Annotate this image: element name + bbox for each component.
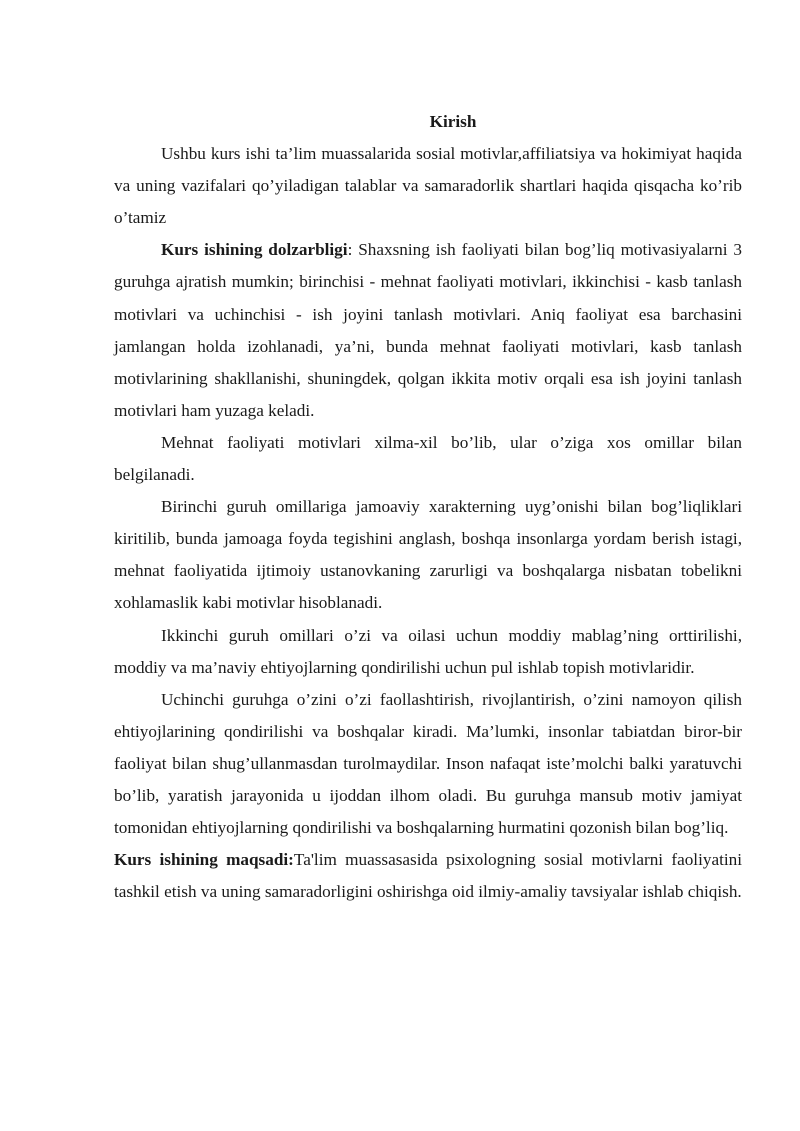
paragraph-text: Ikkinchi guruh omillari o’zi va oilasi uchun moddiy mablag’ning orttirilishi, moddiy va ma’naviy ehtiyojlarning qondirilishi uchun pul ishlab topish motivlaridir. — [114, 625, 742, 677]
paragraph-lead: Kurs ishining dolzarbligi — [161, 240, 348, 260]
paragraph-text: Mehnat faoliyati motivlari xilma-xil bo’lib, ular o’ziga xos omillar bilan belgilanadi. — [114, 432, 742, 485]
paragraph-third-group — [114, 684, 742, 844]
paragraph-motives — [114, 427, 742, 491]
paragraph-text: : Shaxsning ish faoliyati bilan bog’liq motivasiyalarni 3 guruhga ajratish mumkin; birinchisi - mehnat faoliyati motivlari, ikkinchisi - kasb tanlash motivlari va uchinchisi - ish joyini tanlash motivlari. Aniq faoliyat esa barchasini jamlangan holda izohlanadi, ya’ni, bunda mehnat faoliyati motivlari, kasb tanlash motivlarining shakllanishi, shuningdek, qolgan ikkita motiv orqali esa ish joyini tanlash motivlari ham yuzaga keladi. — [114, 240, 742, 420]
paragraph-goal — [114, 844, 742, 908]
paragraph-text: Ushbu kurs ishi ta’lim muassalarida sosial motivlar,affiliatsiya va hokimiyat haqida va uning vazifalari qo’yiladigan talablar va samaradorlik shartlari haqida qisqacha ko’rib o’tamiz — [114, 144, 742, 228]
paragraph-text: Birinchi guruh omillariga jamoaviy xarakterning uyg’onishi bilan bog’liqliklari kiritilib, bunda jamoaga foyda tegishini anglash, boshqa insonlarga yordam berish istagi, mehnat faoliyatida ijtimoiy ustanovkaning zarurligi va boshqalarga nisbatan tobelikni xohlamaslik kabi motivlar hisoblanadi. — [114, 497, 742, 613]
paragraph-lead: Kurs ishining maqsadi: — [114, 850, 294, 870]
paragraph-text: Uchinchi guruhga o’zini o’zi faollashtirish, rivojlantirish, o’zini namoyon qilish ehtiyojlarining qondirilishi va boshqalar kiradi. Ma’lumki, insonlar tabiatdan biror-bir faoliyat bilan shug’ullanmasdan turolmaydilar. Inson nafaqat iste’molchi balki yaratuvchi bo’lib, yaratish jarayonida u ijoddan ilhom oladi. Bu guruhga mansub motiv jamiyat tomonidan ehtiyojlarning qondirilishi va boshqalarning hurmatini qozonish bilan bog’liq. — [114, 689, 742, 838]
document-page — [114, 106, 742, 908]
paragraph-relevance — [114, 234, 742, 427]
paragraph-second-group — [114, 620, 742, 684]
page-title: Kirish — [429, 112, 477, 131]
paragraph-first-group — [114, 491, 742, 619]
paragraph-intro — [114, 138, 742, 234]
paragraph-text: Ta'lim muassasasida psixologning sosial motivlarni faoliyatini tashkil etish va uning samaradorligini oshirishga oid ilmiy-amaliy tavsiyalar ishlab chiqish. — [114, 850, 743, 902]
